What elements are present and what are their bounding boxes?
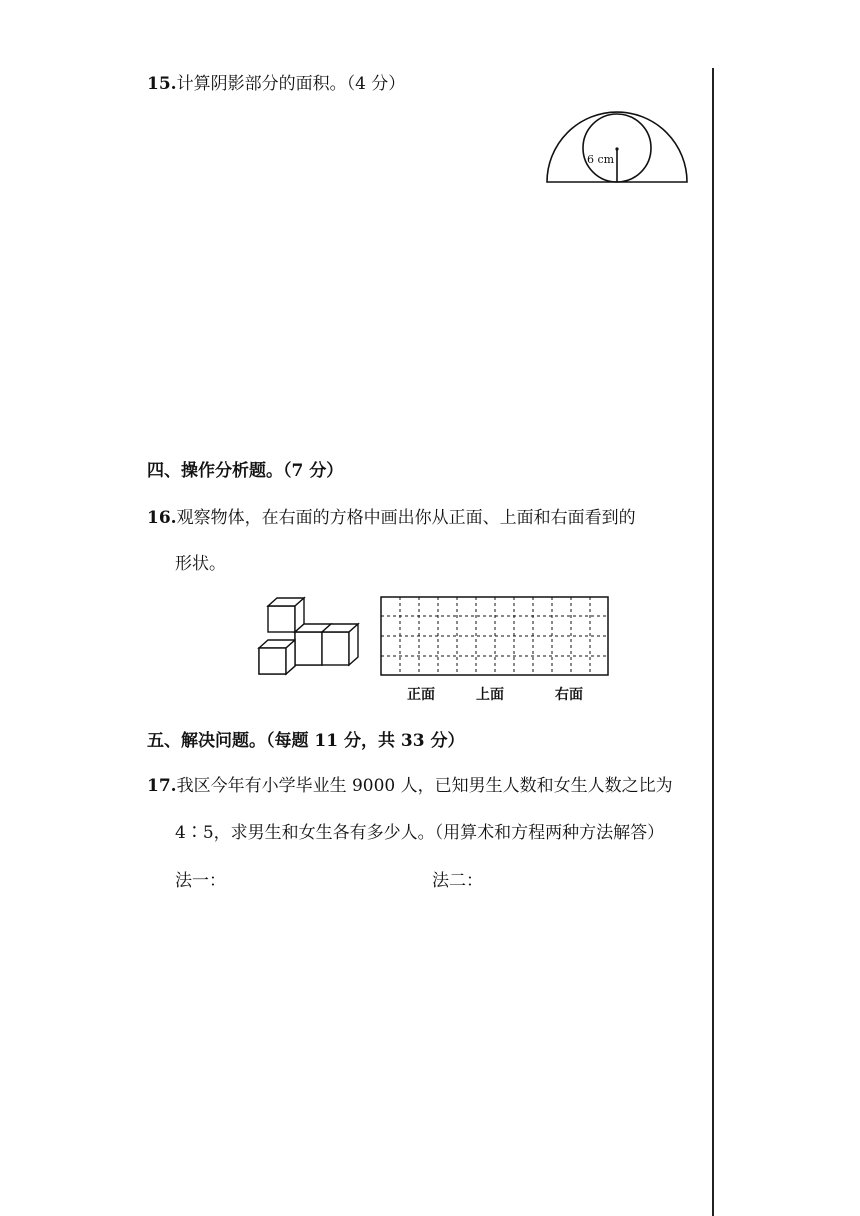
question-17-line1 xyxy=(147,775,673,797)
cube-right-2 xyxy=(322,624,358,665)
section-4-heading: 四、操作分析题。（7 分） xyxy=(147,461,344,481)
cube-top xyxy=(268,598,304,632)
question-15-text: 计算阴影部分的面积。（4 分） xyxy=(176,74,406,94)
question-16-text: 观察物体，在右面的方格中画出你从正面、上面和右面看到的 xyxy=(176,508,636,528)
center-point xyxy=(615,147,618,150)
answer-grid[interactable] xyxy=(380,596,610,676)
view-label-right: 右面 xyxy=(555,687,583,703)
question-15-number: 15. xyxy=(147,74,177,94)
cube-figure xyxy=(257,596,367,681)
question-17-text: 我区今年有小学毕业生 9000 人，已知男生人数和女生人数之比为 xyxy=(176,776,673,796)
view-label-front: 正面 xyxy=(407,687,435,703)
semicircle-figure xyxy=(545,111,705,186)
question-16-number: 16. xyxy=(147,508,177,528)
margin-divider-line xyxy=(712,68,714,1216)
question-16-line2: 形状。 xyxy=(175,554,226,574)
question-17-line2: 4∶5，求男生和女生各有多少人。（用算术和方程两种方法解答） xyxy=(175,823,665,843)
method-one-label: 法一： xyxy=(175,871,226,891)
method-two-label: 法二： xyxy=(432,871,483,891)
question-15 xyxy=(147,73,405,95)
radius-label: 6 cm xyxy=(587,153,615,166)
view-label-top: 上面 xyxy=(476,687,504,703)
question-16-line1 xyxy=(147,507,636,529)
question-17-number: 17. xyxy=(147,776,177,796)
section-5-heading: 五、解决问题。（每题 11 分，共 33 分） xyxy=(147,731,465,751)
